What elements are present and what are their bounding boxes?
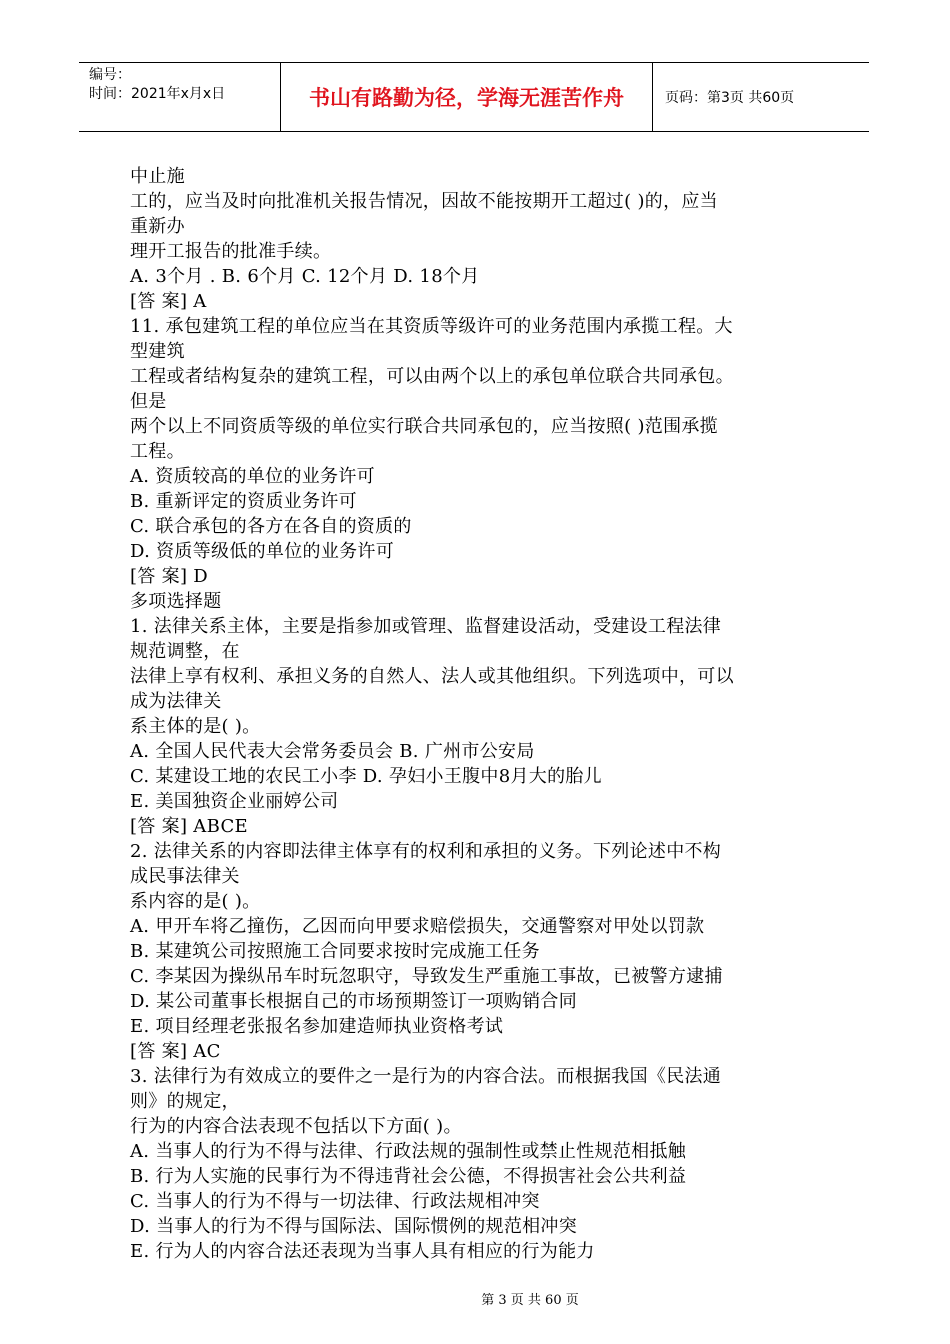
text-line: [答 案] AC xyxy=(130,1041,221,1062)
text-line: D. 资质等级低的单位的业务许可 xyxy=(130,541,395,562)
text-line: B. 某建筑公司按照施工合同要求按时完成施工任务 xyxy=(130,941,540,962)
text-line: 型建筑 xyxy=(130,341,185,362)
page-footer: 第 3 页 共 60 页 xyxy=(481,1293,579,1308)
text-line: E. 行为人的内容合法还表现为当事人具有相应的行为能力 xyxy=(130,1241,595,1262)
text-line: A. 全国人民代表大会常务委员会 B. 广州市公安局 xyxy=(130,741,535,762)
page-header xyxy=(79,62,869,132)
text-line: 重新办 xyxy=(130,216,185,237)
text-line: 工程。 xyxy=(130,441,185,462)
text-line: A. 3个月 . B. 6个月 C. 12个月 D. 18个月 xyxy=(130,266,480,287)
text-line: E. 项目经理老张报名参加建造师执业资格考试 xyxy=(130,1016,504,1037)
text-line: A. 甲开车将乙撞伤，乙因而向甲要求赔偿损失，交通警察对甲处以罚款 xyxy=(130,916,705,937)
text-line: B. 重新评定的资质业务许可 xyxy=(130,491,357,512)
text-line: 理开工报告的批准手续。 xyxy=(130,241,332,262)
text-line: B. 行为人实施的民事行为不得违背社会公德，不得损害社会公共利益 xyxy=(130,1166,687,1187)
text-line: C. 李某因为操纵吊车时玩忽职守，导致发生严重施工事故，已被警方逮捕 xyxy=(130,966,723,987)
text-line: D. 某公司董事长根据自己的市场预期签订一项购销合同 xyxy=(130,991,578,1012)
text-line: 3. 法律行为有效成立的要件之一是行为的内容合法。而根据我国《民法通 xyxy=(130,1066,722,1087)
text-line: 系内容的是( )。 xyxy=(130,891,261,912)
text-line: 2. 法律关系的内容即法律主体享有的权利和承担的义务。下列论述中不构 xyxy=(130,841,722,862)
text-line: 法律上享有权利、承担义务的自然人、法人或其他组织。下列选项中，可以 xyxy=(130,666,734,687)
text-line: 工程或者结构复杂的建筑工程，可以由两个以上的承包单位联合共同承包。 xyxy=(130,366,734,387)
text-line: [答 案] ABCE xyxy=(130,816,248,837)
document-time-label: 时间：2021年x月x日 xyxy=(89,86,226,102)
document-number-label: 编号： xyxy=(89,67,131,83)
text-line: E. 美国独资企业丽婷公司 xyxy=(130,791,339,812)
text-line: 两个以上不同资质等级的单位实行联合共同承包的，应当按照( )范围承揽 xyxy=(130,416,718,437)
text-line: D. 当事人的行为不得与国际法、国际惯例的规范相冲突 xyxy=(130,1216,578,1237)
text-line: 成为法律关 xyxy=(130,691,222,712)
text-line: 规范调整，在 xyxy=(130,641,240,662)
text-line: A. 资质较高的单位的业务许可 xyxy=(130,466,375,487)
text-line: 系主体的是( )。 xyxy=(130,716,261,737)
text-line: 工的，应当及时向批准机关报告情况，因故不能按期开工超过( )的，应当 xyxy=(130,191,718,212)
text-line: 1. 法律关系主体，主要是指参加或管理、监督建设活动，受建设工程法律 xyxy=(130,616,722,637)
text-line: 成民事法律关 xyxy=(130,866,240,887)
text-line: 但是 xyxy=(130,391,167,412)
text-line: C. 某建设工地的农民工小李 D. 孕妇小王腹中8月大的胎儿 xyxy=(130,766,602,787)
text-line: 11. 承包建筑工程的单位应当在其资质等级许可的业务范围内承揽工程。大 xyxy=(130,316,733,337)
text-line: 多项选择题 xyxy=(130,591,222,612)
text-line: 行为的内容合法表现不包括以下方面( )。 xyxy=(130,1116,462,1137)
document-body xyxy=(130,164,820,1264)
text-line: 则》的规定， xyxy=(130,1091,240,1112)
text-line: [答 案] A xyxy=(130,291,207,312)
text-line: [答 案] D xyxy=(130,566,209,587)
header-page-code: 页码：第3页 共60页 xyxy=(665,90,795,106)
text-line: C. 当事人的行为不得与一切法律、行政法规相冲突 xyxy=(130,1191,540,1212)
header-motto: 书山有路勤为径，学海无涯苦作舟 xyxy=(281,63,653,131)
header-meta xyxy=(79,63,281,131)
text-line: 中止施 xyxy=(130,166,185,187)
text-line: C. 联合承包的各方在各自的资质的 xyxy=(130,516,412,537)
text-line: A. 当事人的行为不得与法律、行政法规的强制性或禁止性规范相抵触 xyxy=(130,1141,687,1162)
